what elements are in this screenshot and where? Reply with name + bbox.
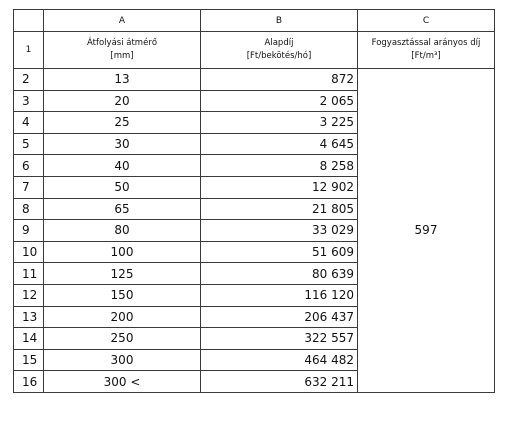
row-number: 15 <box>14 349 44 371</box>
diameter-cell: 300 < <box>44 371 201 393</box>
diameter-cell: 50 <box>44 176 201 198</box>
base-fee-cell: 632 211 <box>201 371 358 393</box>
base-fee-cell: 2 065 <box>201 90 358 112</box>
base-fee-cell: 872 <box>201 69 358 91</box>
diameter-cell: 80 <box>44 220 201 242</box>
row-number: 5 <box>14 133 44 155</box>
diameter-cell: 30 <box>44 133 201 155</box>
header-diameter-label: Átfolyási átmérő <box>86 38 158 48</box>
row-number: 1 <box>14 32 44 69</box>
row-number: 14 <box>14 328 44 350</box>
header-diameter <box>44 32 201 69</box>
base-fee-cell: 33 029 <box>201 220 358 242</box>
base-fee-cell: 80 639 <box>201 263 358 285</box>
row-number: 2 <box>14 69 44 91</box>
row-number: 11 <box>14 263 44 285</box>
row-number: 7 <box>14 176 44 198</box>
diameter-cell: 150 <box>44 284 201 306</box>
diameter-cell: 13 <box>44 69 201 91</box>
row-number: 12 <box>14 284 44 306</box>
base-fee-cell: 21 805 <box>201 198 358 220</box>
diameter-cell: 100 <box>44 241 201 263</box>
row-number: 13 <box>14 306 44 328</box>
tariff-table <box>13 9 495 393</box>
column-letter-c: C <box>358 10 495 32</box>
header-usage-fee-label: Fogyasztással arányos díj <box>371 38 481 48</box>
column-letter-b: B <box>201 10 358 32</box>
table-row <box>14 69 495 91</box>
base-fee-cell: 51 609 <box>201 241 358 263</box>
row-number: 6 <box>14 155 44 177</box>
header-base-fee <box>201 32 358 69</box>
header-usage-fee-unit: [Ft/m³] <box>411 51 441 61</box>
column-letter-row <box>14 10 495 32</box>
base-fee-cell: 4 645 <box>201 133 358 155</box>
header-row <box>14 32 495 69</box>
base-fee-cell: 116 120 <box>201 284 358 306</box>
diameter-cell: 250 <box>44 328 201 350</box>
row-number: 9 <box>14 220 44 242</box>
row-number: 4 <box>14 112 44 134</box>
header-base-fee-unit: [Ft/bekötés/hó] <box>246 51 312 61</box>
diameter-cell: 65 <box>44 198 201 220</box>
diameter-cell: 300 <box>44 349 201 371</box>
row-number: 10 <box>14 241 44 263</box>
base-fee-cell: 12 902 <box>201 176 358 198</box>
usage-fee-cell: 597 <box>358 69 495 393</box>
header-diameter-unit: [mm] <box>110 51 134 61</box>
diameter-cell: 200 <box>44 306 201 328</box>
row-number: 3 <box>14 90 44 112</box>
diameter-cell: 125 <box>44 263 201 285</box>
base-fee-cell: 322 557 <box>201 328 358 350</box>
column-letter-a: A <box>44 10 201 32</box>
diameter-cell: 40 <box>44 155 201 177</box>
base-fee-cell: 3 225 <box>201 112 358 134</box>
diameter-cell: 20 <box>44 90 201 112</box>
diameter-cell: 25 <box>44 112 201 134</box>
base-fee-cell: 464 482 <box>201 349 358 371</box>
base-fee-cell: 8 258 <box>201 155 358 177</box>
header-usage-fee <box>358 32 495 69</box>
header-base-fee-label: Alapdíj <box>264 38 294 48</box>
corner-cell <box>14 10 44 32</box>
row-number: 8 <box>14 198 44 220</box>
row-number: 16 <box>14 371 44 393</box>
base-fee-cell: 206 437 <box>201 306 358 328</box>
